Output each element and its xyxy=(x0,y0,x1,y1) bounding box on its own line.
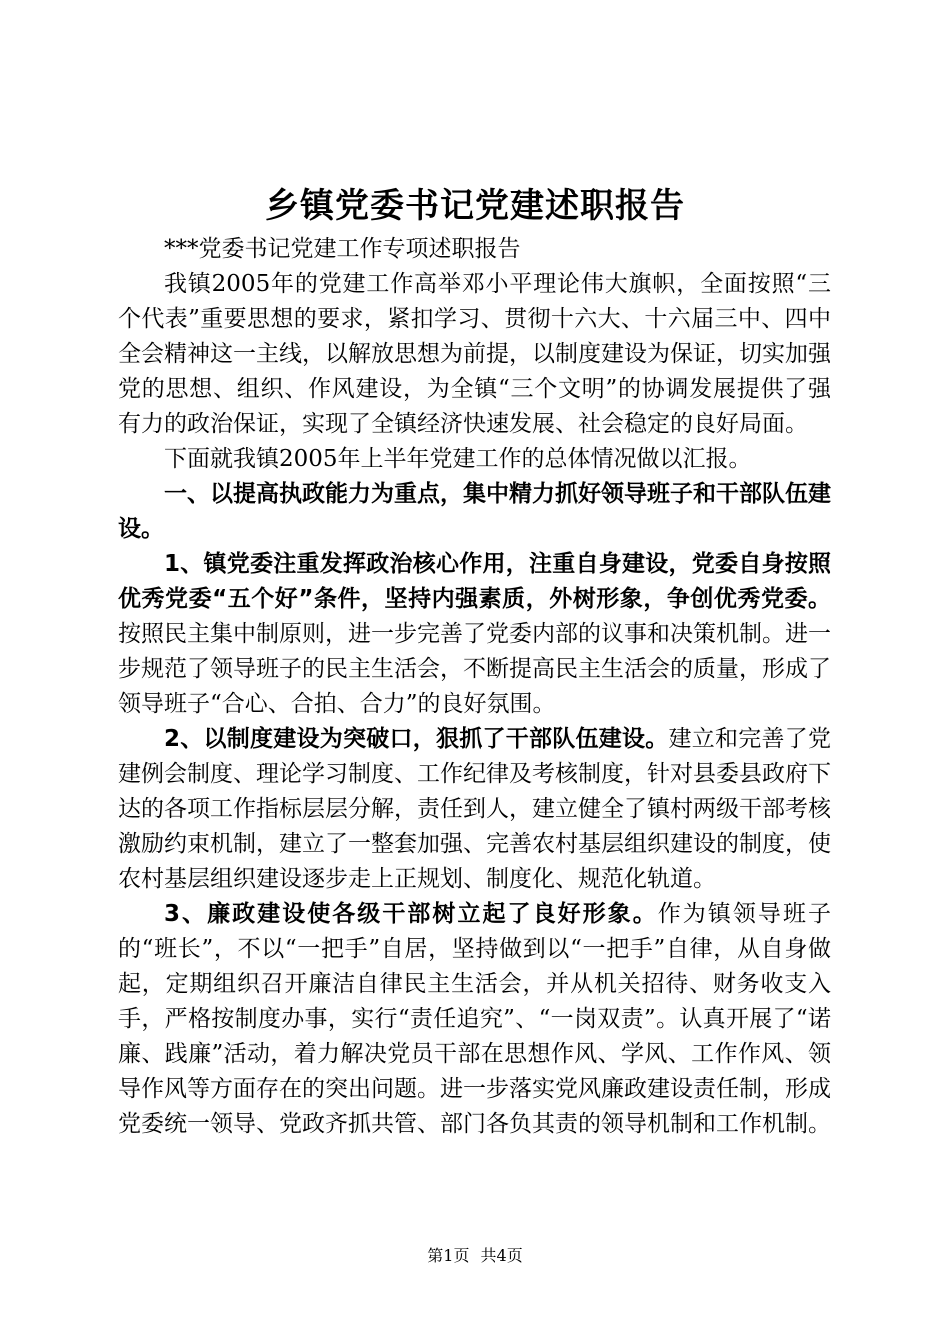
subtitle-line: ***党委书记党建工作专项述职报告 xyxy=(164,236,521,262)
section-1-heading: 一、以提高执政能力为重点，集中精力抓好领导班子和干部队伍建设。 xyxy=(118,481,831,542)
document-body xyxy=(118,232,831,1142)
page-total: 共4页 xyxy=(480,1246,523,1265)
item-2-lead: 2、以制度建设为突破口，狠抓了干部队伍建设。 xyxy=(164,726,669,752)
item-1-lead: 1、镇党委注重发挥政治核心作用，注重自身建设，党委自身按照优秀党委“五个好”条件，坚持内强素质，外树形象，争创优秀党委。 xyxy=(118,551,831,612)
document-title: 乡镇党委书记党建述职报告 xyxy=(265,186,685,226)
page-number: 第1页 xyxy=(427,1246,470,1265)
item-2-paragraph xyxy=(118,722,831,897)
intro-paragraph: 我镇2005年的党建工作高举邓小平理论伟大旗帜，全面按照“三个代表”重要思想的要求，紧扣学习、贯彻十六大、十六届三中、四中全会精神这一主线，以解放思想为前提，以制度建设为保证，切实加强党的思想、组织、作风建设，为全镇“三个文明”的协调发展提供了强有力的政治保证，实现了全镇经济快速发展、社会稳定的良好局面。 xyxy=(118,271,831,437)
item-3-lead: 3、廉政建设使各级干部树立起了良好形象。 xyxy=(164,901,658,927)
page-footer xyxy=(0,1245,950,1267)
summary-paragraph: 下面就我镇2005年上半年党建工作的总体情况做以汇报。 xyxy=(164,446,752,472)
item-3-text: 作为镇领导班子的“班长”，不以“一把手”自居，坚持做到以“一把手”自律，从自身做起，定期组织召开廉洁自律民主生活会，并从机关招待、财务收支入手，严格按制度办事，实行“责任追究”、“一岗双责”。认真开展了“诺廉、践廉”活动，着力解决党员干部在思想作风、学风、工作作风、领导作风等方面存在的突出问题。进一步落实党风廉政建设责任制，形成党委统一领导、党政齐抓共管、部门各负其责的领导机制和工作机制。 xyxy=(118,901,831,1137)
item-3-paragraph xyxy=(118,897,831,1142)
item-1-text: 按照民主集中制原则，进一步完善了党委内部的议事和决策机制。进一步规范了领导班子的民主生活会，不断提高民主生活会的质量，形成了领导班子“合心、合拍、合力”的良好氛围。 xyxy=(118,621,831,717)
item-2-text: 建立和完善了党建例会制度、理论学习制度、工作纪律及考核制度，针对县委县政府下达的各项工作指标层层分解，责任到人，建立健全了镇村两级干部考核激励约束机制，建立了一整套加强、完善农村基层组织建设的制度，使农村基层组织建设逐步走上正规划、制度化、规范化轨道。 xyxy=(118,726,831,892)
item-1-paragraph xyxy=(118,547,831,722)
